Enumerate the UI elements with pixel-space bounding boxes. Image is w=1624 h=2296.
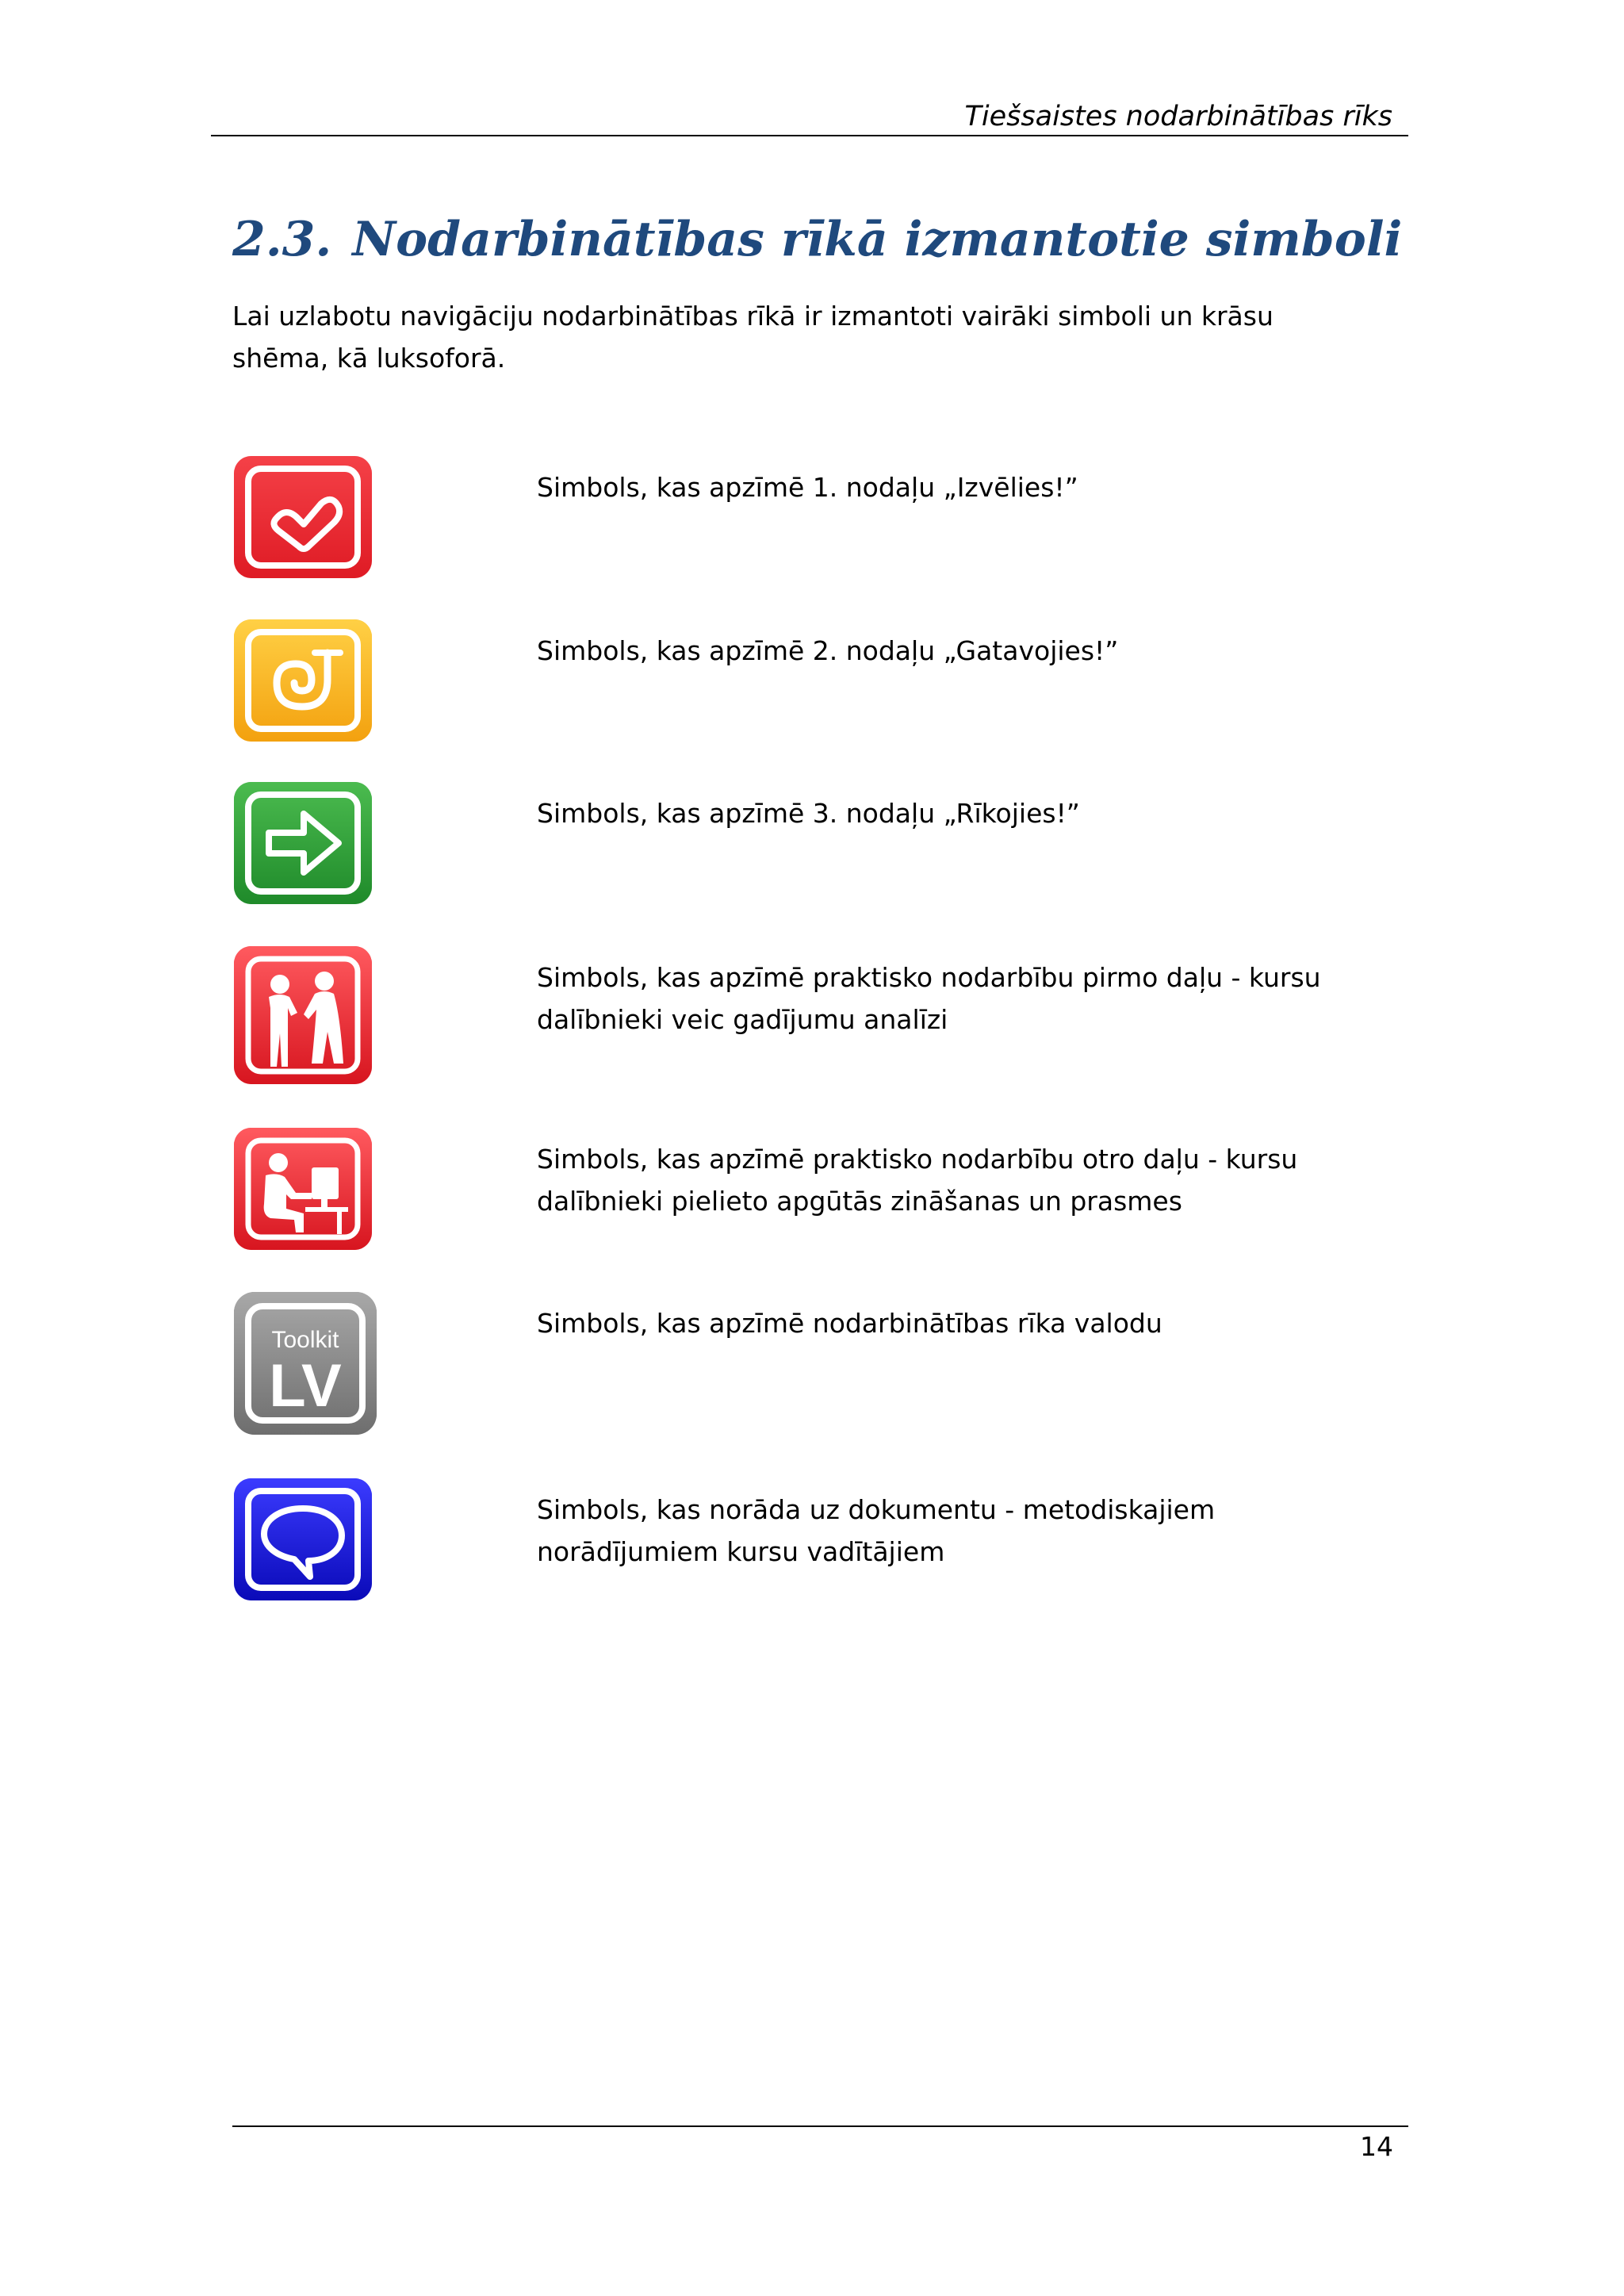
checkmark-icon — [232, 454, 373, 580]
person-at-computer-icon — [232, 1126, 373, 1251]
intro-paragraph: Lai uzlabotu navigāciju nodarbinātības rīkā ir izmantoti vairāki simboli un krāsu shēma, kā luksoforā. — [232, 301, 1274, 374]
running-header: Tiešsaistes nodarbinātības rīks — [964, 101, 1392, 132]
spiral-icon — [232, 618, 373, 743]
language-code-label: LV — [269, 1352, 342, 1420]
section-title-text: Nodarbinātības rīkā izmantotie simboli — [352, 212, 1403, 267]
arrow-right-icon — [232, 780, 373, 906]
symbol-description: Simbols, kas apzīmē nodarbinātības rīka valodu — [537, 1308, 1162, 1339]
section-number: 2.3. — [232, 212, 332, 267]
footer-divider — [232, 2125, 1408, 2127]
toolkit-label: Toolkit — [271, 1327, 339, 1353]
toolkit-lv-language-icon — [232, 1290, 378, 1436]
symbol-description: Simbols, kas apzīmē 1. nodaļu „Izvēlies!” — [537, 472, 1078, 503]
symbol-description: Simbols, kas apzīmē 3. nodaļu „Rīkojies!” — [537, 798, 1080, 829]
two-people-discussion-icon — [232, 945, 373, 1086]
symbol-description: Simbols, kas apzīmē praktisko nodarbību pirmo daļu - kursu dalībnieki veic gadījumu analīzi — [537, 962, 1321, 1035]
page-number: 14 — [1360, 2131, 1393, 2162]
symbol-description: Simbols, kas apzīmē 2. nodaļu „Gatavojies!” — [537, 635, 1119, 666]
symbol-description: Simbols, kas apzīmē praktisko nodarbību otro daļu - kursu dalībnieki pielieto apgūtās zināšanas un prasmes — [537, 1144, 1298, 1217]
symbol-description: Simbols, kas norāda uz dokumentu - metodiskajiem norādījumiem kursu vadītājiem — [537, 1494, 1216, 1567]
speech-bubble-icon — [232, 1477, 373, 1602]
